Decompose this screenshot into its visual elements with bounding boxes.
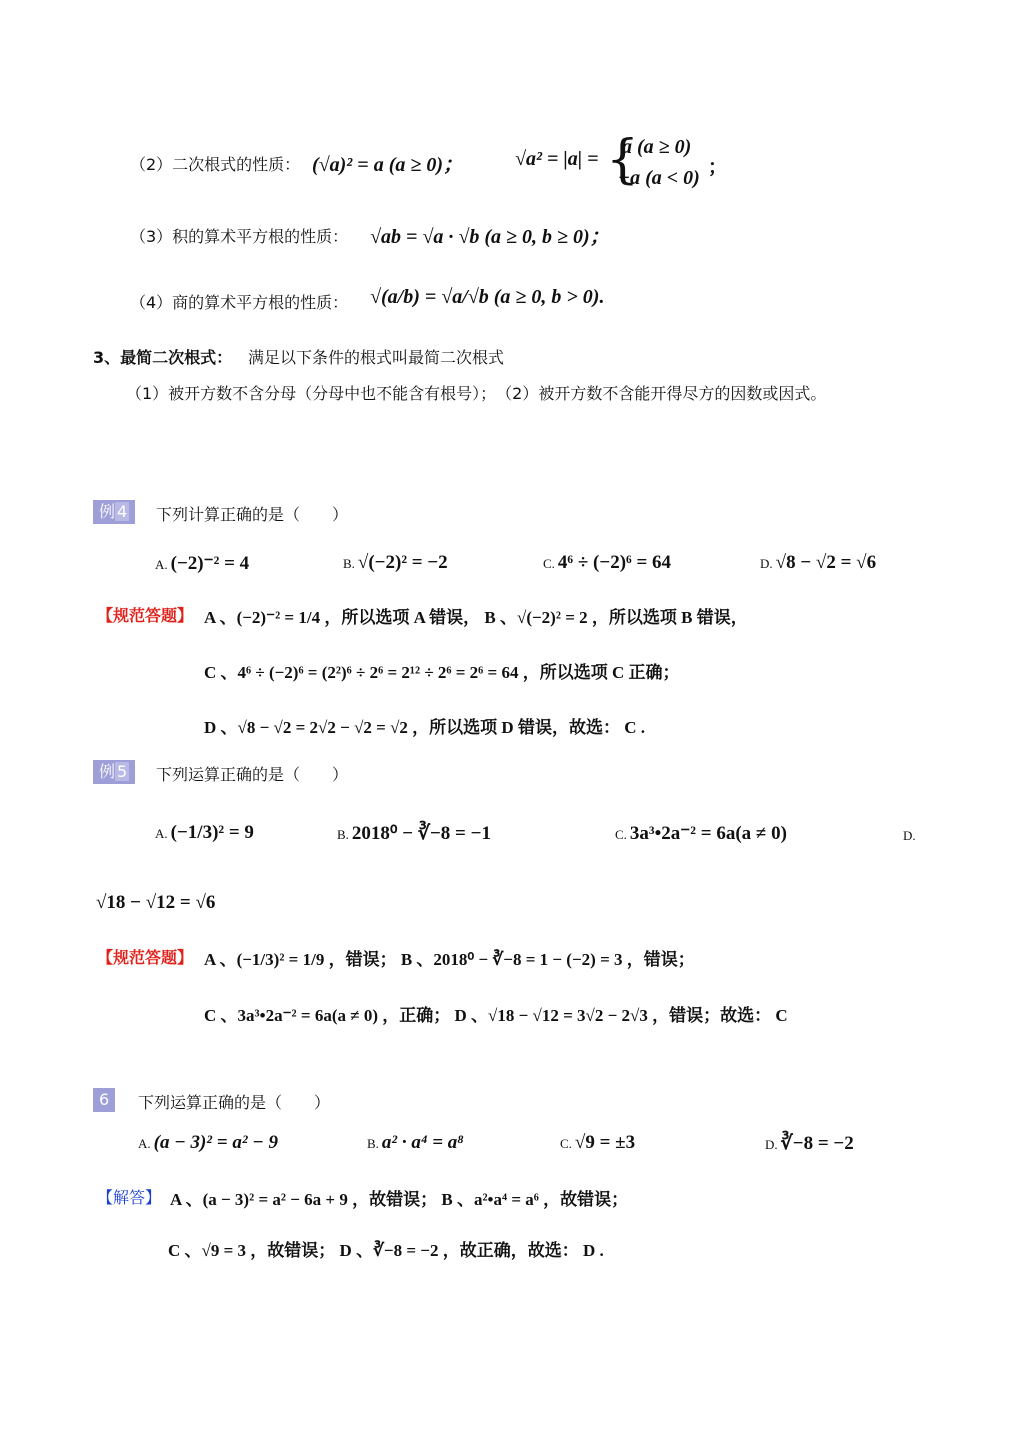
example-6-answer-line-2: C 、√9 = 3 ，故错误； D 、∛−8 = −2 ，故正确，故选： D . (168, 1241, 604, 1260)
example-4-answer-label: 【规范答题】 (97, 606, 194, 625)
property-3-label: （3）积的算术平方根的性质： (130, 227, 349, 246)
option-label: B. (343, 556, 355, 571)
property-4-formula: √(a/b) = √a/√b (a ≥ 0, b > 0). (370, 286, 605, 308)
option-expression: (a − 3)² = a² − 9 (153, 1132, 279, 1153)
example-6-question: 下列运算正确的是（ ） (138, 1093, 331, 1112)
example-5-answer-label: 【规范答题】 (97, 948, 194, 967)
option-label: B. (337, 827, 349, 842)
property-3-formula: √ab = √a · √b (a ≥ 0, b ≥ 0)； (370, 226, 610, 248)
example-6-option-c (560, 1132, 635, 1154)
example-5-option-d-label: D. (903, 828, 916, 843)
example-6-option-a (138, 1132, 278, 1154)
option-expression: √(−2)² = −2 (357, 552, 448, 573)
piecewise-case-1: a (a ≥ 0) (622, 136, 692, 158)
example-4-tag (93, 500, 135, 524)
option-label: D. (765, 1137, 778, 1152)
option-label: A. (138, 1136, 151, 1151)
example-4-question: 下列计算正确的是（ ） (156, 505, 349, 524)
example-6-answer-label: 【解答】 (97, 1188, 162, 1207)
example-6-option-d (765, 1132, 854, 1155)
example-5-tag (93, 760, 135, 784)
property-2-formula-1: (√a)² = a (a ≥ 0)； (312, 154, 463, 176)
option-expression: 4⁶ ÷ (−2)⁶ = 64 (557, 552, 672, 573)
simplest-radical-title: 3、最简二次根式： (93, 348, 233, 367)
option-expression: 3a³•2a⁻² = 6a(a ≠ 0) (629, 823, 787, 844)
example-4-option-a (155, 552, 249, 575)
option-label: D. (760, 556, 773, 571)
example-tag-number: 5 (117, 762, 128, 781)
property-2-label: （2）二次根式的性质： (130, 155, 301, 174)
example-5-option-c (615, 822, 787, 845)
example-tag-number: 6 (99, 1090, 110, 1109)
example-5-question: 下列运算正确的是（ ） (156, 765, 349, 784)
example-4-answer-line-1: A 、(−2)⁻² = 1/4 ，所以选项 A 错误， B 、√(−2)² = 2 ，所以选项 B 错误， (204, 608, 748, 627)
example-5-answer-line-2: C 、3a³•2a⁻² = 6a(a ≠ 0) ，正确； D 、√18 − √12 = 3√2 − 2√3 ，错误；故选： C (204, 1006, 788, 1025)
option-label: A. (155, 826, 168, 841)
option-expression: (−1/3)² = 9 (170, 822, 254, 843)
example-4-answer-line-2: C 、4⁶ ÷ (−2)⁶ = (2²)⁶ ÷ 2⁶ = 2¹² ÷ 2⁶ = 2⁶ = 64 ，所以选项 C 正确； (204, 663, 680, 682)
example-tag-number: 4 (117, 502, 128, 521)
option-expression: √9 = ±3 (574, 1132, 636, 1153)
option-expression: ∛−8 = −2 (780, 1133, 854, 1154)
property-2-formula-2: √a² = |a| = (515, 148, 599, 170)
example-4-option-b (343, 552, 448, 574)
example-tag-prefix: 例 (99, 502, 116, 521)
option-label: C. (615, 827, 627, 842)
option-expression: 2018⁰ − ∛−8 = −1 (351, 823, 491, 844)
example-4-option-d (760, 552, 876, 574)
property-4-label: （4）商的算术平方根的性质： (130, 293, 349, 312)
option-expression: (−2)⁻² = 4 (170, 553, 250, 574)
option-label: B. (367, 1136, 379, 1151)
option-label: C. (543, 556, 555, 571)
property-2-end: ； (708, 157, 728, 178)
example-tag-prefix: 例 (99, 762, 116, 781)
option-expression: a² · a⁴ = a⁸ (381, 1132, 464, 1153)
example-6-answer-line-1: A 、(a − 3)² = a² − 6a + 9 ，故错误； B 、a²•a⁴ = a⁶ ，故错误； (170, 1190, 629, 1209)
example-6-option-b (367, 1132, 464, 1154)
option-expression: √8 − √2 = √6 (775, 552, 877, 573)
piecewise-brace: { (606, 130, 640, 190)
simplest-radical-desc: 满足以下条件的根式叫最简二次根式 (248, 348, 505, 367)
piecewise-case-2: −a (a < 0) (618, 167, 700, 189)
example-4-answer-line-3: D 、√8 − √2 = 2√2 − √2 = √2 ，所以选项 D 错误，故选： C . (204, 718, 645, 737)
option-label: C. (560, 1136, 572, 1151)
option-label: A. (155, 557, 168, 572)
example-5-answer-line-1: A 、(−1/3)² = 1/9 ，错误； B 、2018⁰ − ∛−8 = 1 − (−2) = 3 ，错误； (204, 950, 695, 969)
example-4-option-c (543, 552, 671, 574)
example-5-option-d: √18 − √12 = √6 (96, 892, 216, 913)
example-5-option-b (337, 822, 491, 845)
simplest-radical-conditions: （1）被开方数不含分母（分母中也不能含有根号）； （2）被开方数不含能开得尽方的因数或因式。 (126, 384, 827, 403)
example-6-tag (93, 1088, 115, 1112)
example-5-option-a (155, 822, 254, 844)
